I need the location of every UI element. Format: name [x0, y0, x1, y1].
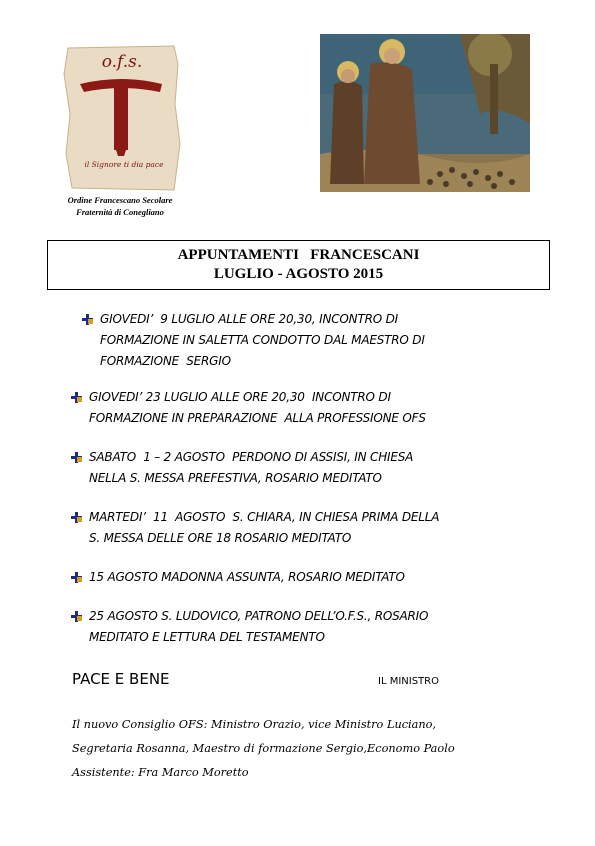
event-item — [89, 606, 428, 648]
title-line-1: APPUNTAMENTI FRANCESCANI — [177, 247, 420, 263]
event-line: NELLA S. MESSA PREFESTIVA, ROSARIO MEDITATO — [89, 471, 382, 485]
note-line: Segretaria Rosanna, Maestro di formazione Sergio,Economo Paolo — [72, 742, 455, 755]
event-line: MEDITATO E LETTURA DEL TESTAMENTO — [89, 630, 325, 644]
cross-bullet-icon — [71, 611, 82, 622]
cross-bullet-icon — [71, 392, 82, 403]
event-item — [100, 309, 425, 372]
event-line: 15 AGOSTO MADONNA ASSUNTA, ROSARIO MEDITATO — [89, 570, 405, 584]
greeting: PACE E BENE — [72, 670, 170, 688]
event-line: MARTEDI’ 11 AGOSTO S. CHIARA, IN CHIESA PRIMA DELLA — [89, 510, 440, 524]
event-line: GIOVEDI’ 23 LUGLIO ALLE ORE 20,30 INCONTRO DI — [89, 390, 391, 404]
event-item — [89, 507, 439, 549]
event-item — [89, 567, 405, 588]
title-box — [47, 240, 550, 290]
logo-brand: o.f.s. — [101, 52, 143, 72]
fresco-image — [320, 34, 530, 192]
ofs-logo — [62, 44, 182, 192]
cross-bullet-icon — [71, 512, 82, 523]
note-line: Il nuovo Consiglio OFS: Ministro Orazio, vice Ministro Luciano, — [72, 718, 437, 731]
note-line: Assistente: Fra Marco Moretto — [72, 766, 249, 779]
event-line: FORMAZIONE IN PREPARAZIONE ALLA PROFESSIONE OFS — [89, 411, 426, 425]
event-item — [89, 447, 413, 489]
logo-caption — [40, 194, 200, 218]
caption-order: Ordine Francescano Secolare — [67, 195, 173, 205]
event-item — [89, 387, 426, 429]
event-line: S. MESSA DELLE ORE 18 ROSARIO MEDITATO — [89, 531, 352, 545]
caption-fraternity: Fraternità di Conegliano — [76, 207, 164, 217]
event-line: SABATO 1 – 2 AGOSTO PERDONO DI ASSISI, IN CHIESA — [89, 450, 414, 464]
signature: IL MINISTRO — [378, 676, 439, 687]
title-line-2: LUGLIO - AGOSTO 2015 — [213, 266, 384, 282]
cross-bullet-icon — [82, 314, 93, 325]
event-line: FORMAZIONE IN SALETTA CONDOTTO DAL MAESTRO DI — [100, 333, 425, 347]
cross-bullet-icon — [71, 452, 82, 463]
event-line: 25 AGOSTO S. LUDOVICO, PATRONO DELL’O.F.S., ROSARIO — [89, 609, 429, 623]
event-line: FORMAZIONE SERGIO — [100, 354, 231, 368]
logo-motto: il Signore ti dia pace — [84, 160, 164, 169]
cross-bullet-icon — [71, 572, 82, 583]
event-line: GIOVEDI’ 9 LUGLIO ALLE ORE 20,30, INCONTRO DI — [100, 312, 398, 326]
council-note — [72, 713, 542, 785]
